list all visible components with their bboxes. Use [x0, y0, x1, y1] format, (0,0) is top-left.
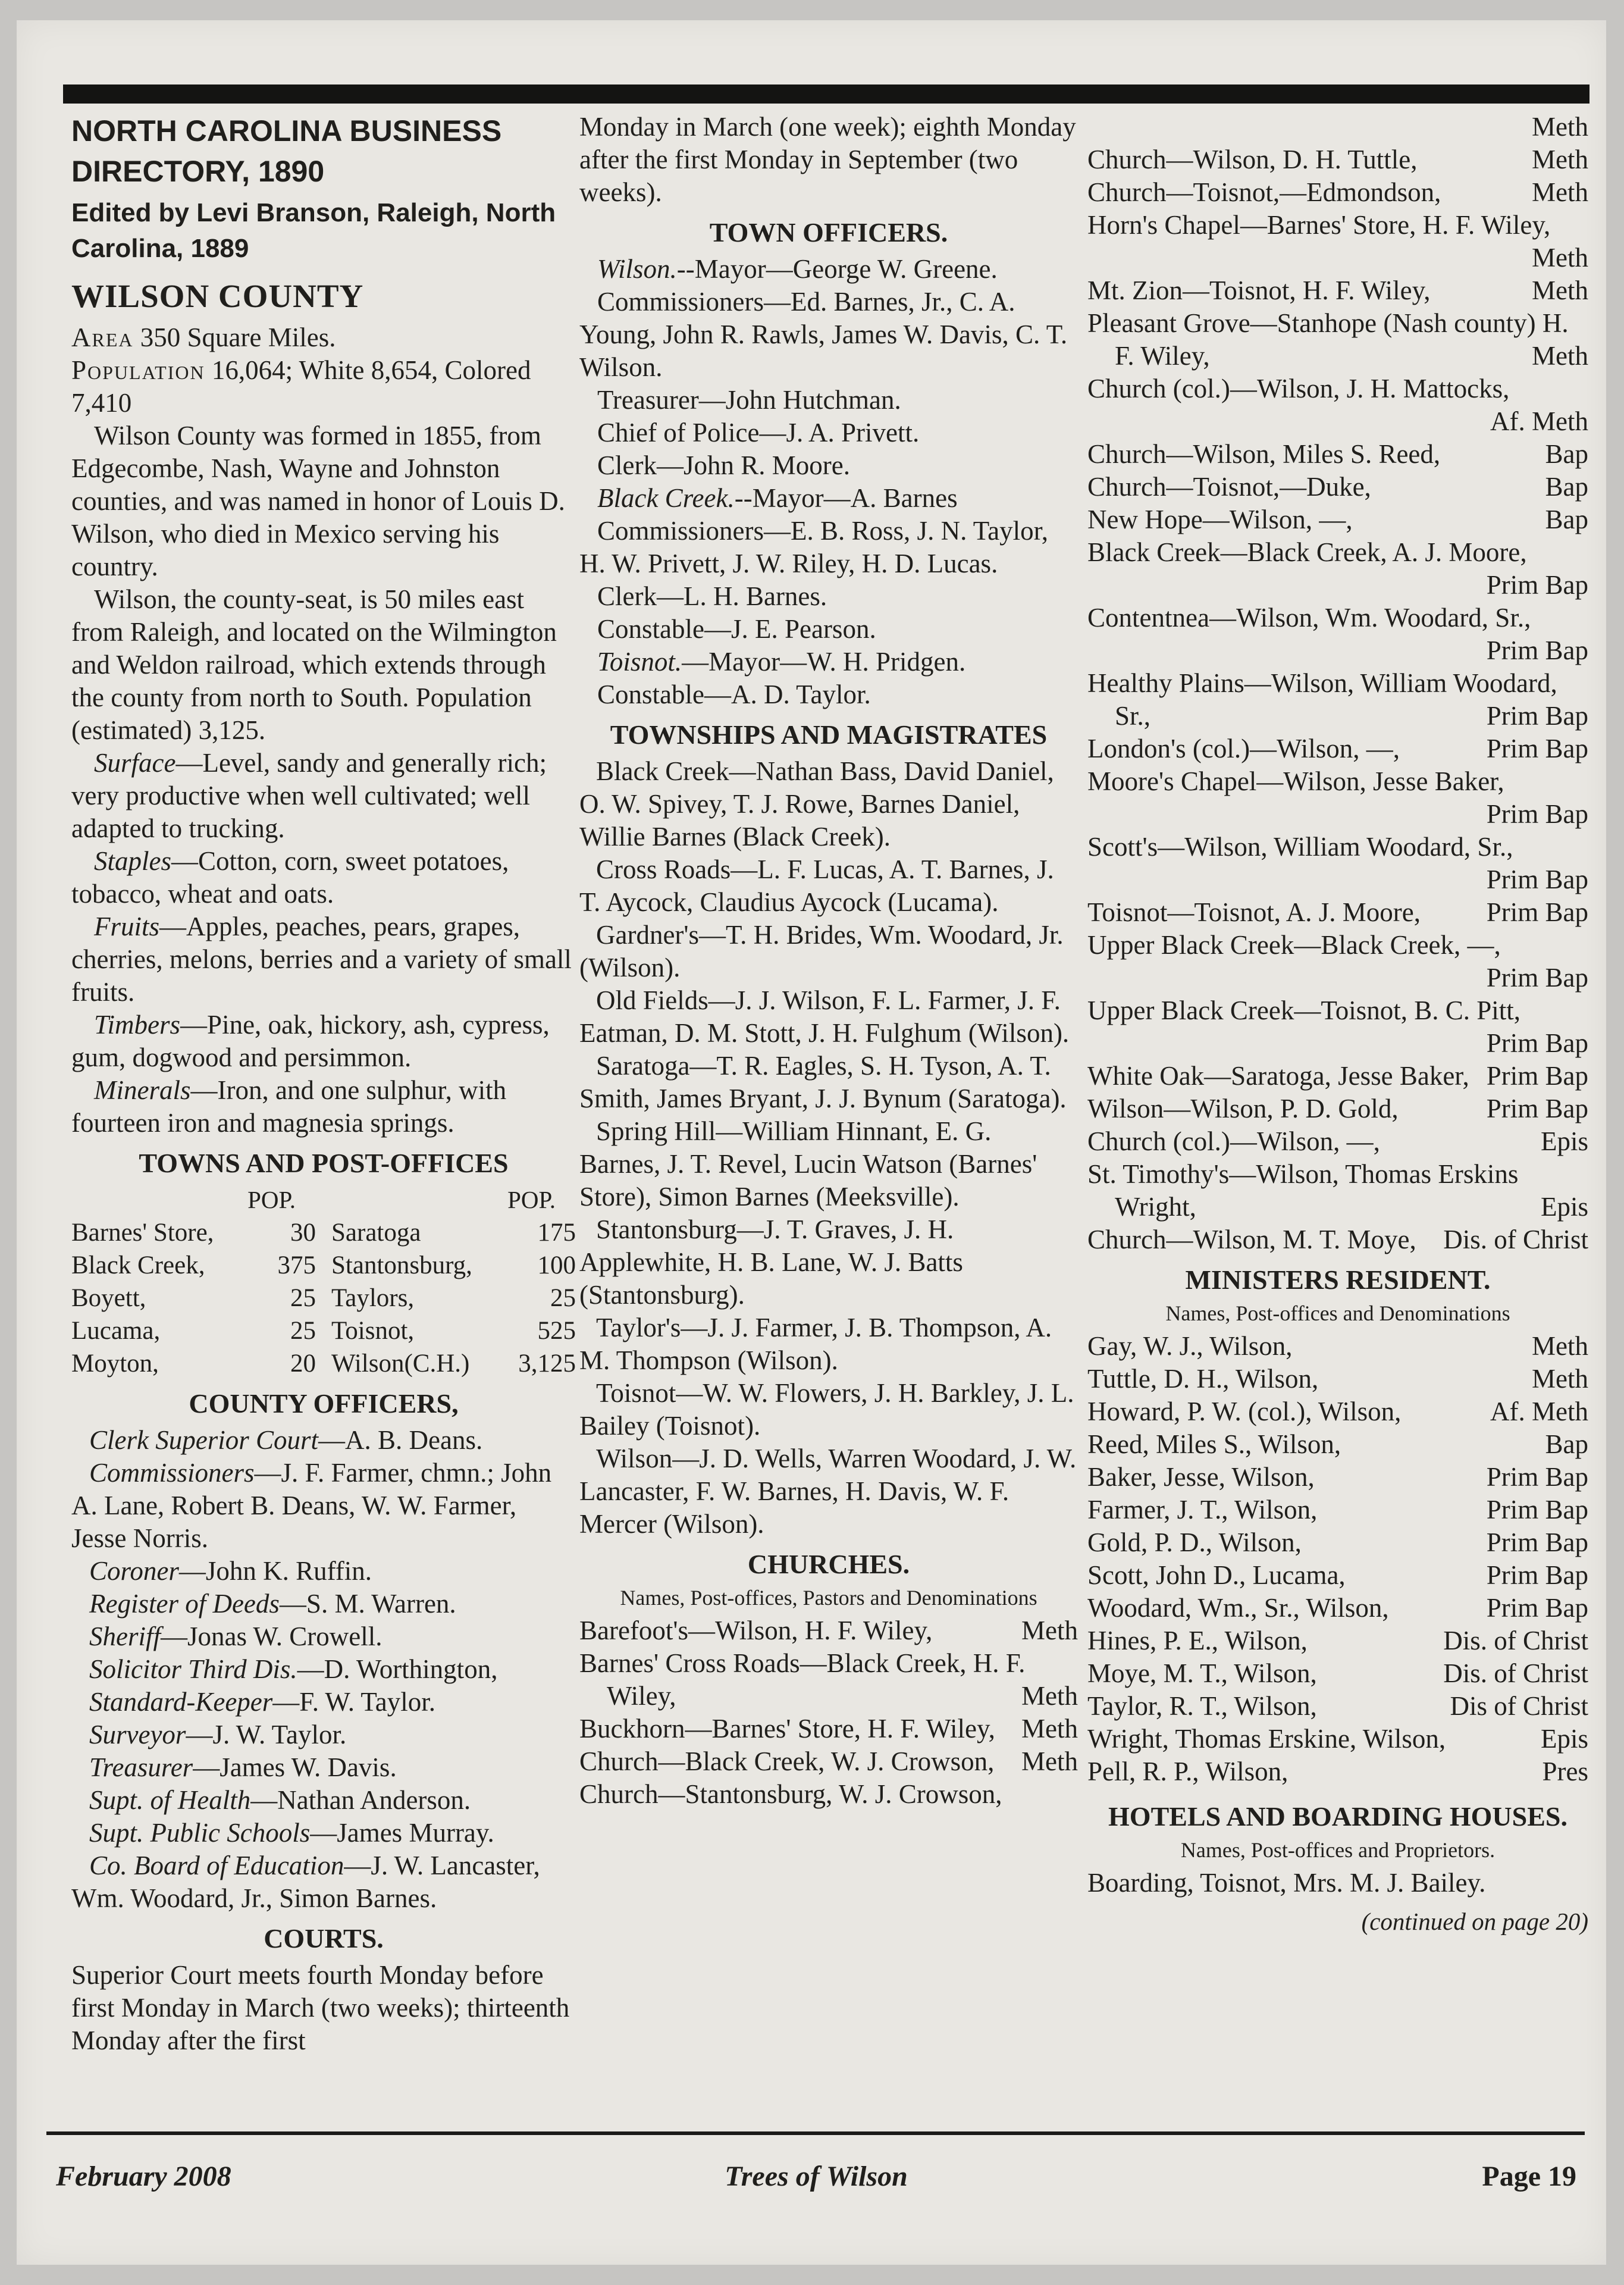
minister-text: Gold, P. D., Wilson, — [1087, 1527, 1302, 1557]
denomination: Meth — [1532, 276, 1588, 305]
denomination: Bap — [1545, 439, 1588, 469]
minister-entry — [1087, 1494, 1588, 1526]
town-officer-item — [579, 515, 1078, 580]
township-item: Gardner's—T. H. Brides, Wm. Woodard, Jr. (Wilson). — [579, 920, 1064, 982]
officer-name: —A. B. Deans. — [318, 1425, 483, 1455]
denomination: Prim Bap — [1486, 963, 1588, 993]
courts-heading: COURTS. — [264, 1923, 384, 1954]
officer-name: —F. W. Taylor. — [272, 1687, 435, 1717]
church-entry — [1087, 733, 1588, 765]
directory-title: NORTH CAROLINA BUSINESS DIRECTORY, 1890 — [71, 114, 502, 188]
denomination: Meth — [1532, 1364, 1588, 1394]
town-name: Wilson(C.H.) — [331, 1350, 470, 1378]
officer-name: —John K. Ruffin. — [178, 1556, 372, 1586]
minister-text: Moye, M. T., Wilson, — [1087, 1658, 1317, 1688]
church-text: Church (col.)—Wilson, —, — [1087, 1126, 1380, 1156]
church-entry — [1087, 176, 1588, 209]
church-text: Toisnot—Toisnot, A. J. Moore, — [1087, 897, 1421, 927]
township-item: Saratoga—T. R. Eagles, S. H. Tyson, A. T. Smith, James Bryant, J. J. Bynum (Saratoga). — [579, 1051, 1067, 1113]
denomination: Meth — [1021, 1681, 1078, 1711]
top-rule-bar — [63, 84, 1589, 104]
area-label: Area — [71, 323, 134, 352]
town-officer-item — [579, 482, 1078, 515]
officer-name: —J. F. Farmer, chmn.; John A. Lane, Robert B. Deans, W. W. Farmer, Jesse Norris. — [71, 1458, 552, 1553]
town-name-label: Toisnot. — [597, 647, 682, 677]
church-entry — [579, 1614, 1078, 1647]
minister-text: Hines, P. E., Wilson, — [1087, 1626, 1308, 1655]
town-officer-item — [579, 580, 1078, 613]
officer-title: Surveyor — [89, 1720, 186, 1749]
denomination: Prim Bap — [1486, 897, 1588, 927]
town-name: Toisnot, — [331, 1317, 415, 1345]
officer-item — [71, 1849, 576, 1915]
minister-entry — [1087, 1624, 1588, 1657]
denomination: Prim Bap — [1486, 865, 1588, 894]
table-row — [71, 1282, 316, 1314]
surface-item — [71, 747, 576, 845]
officer-name: —Jonas W. Crowell. — [161, 1622, 383, 1651]
officer-title: Standard-Keeper — [89, 1687, 273, 1717]
denomination: Prim Bap — [1486, 570, 1588, 600]
church-text: Horn's Chapel—Barnes' Store, H. F. Wiley, — [1087, 210, 1551, 240]
church-entry — [579, 1647, 1078, 1713]
township-item: Wilson—J. D. Wells, Warren Woodard, J. W. Lancaster, F. W. Barnes, H. Davis, W. F. Mercer (Wilson). — [579, 1444, 1077, 1539]
town-pop: 25 — [290, 1284, 316, 1312]
minister-entry — [1087, 1428, 1588, 1461]
column-left — [71, 111, 576, 2128]
town-pop: 25 — [550, 1284, 576, 1312]
officer-item — [71, 1457, 576, 1555]
church-text: Contentnea—Wilson, Wm. Woodard, Sr., — [1087, 603, 1531, 633]
church-text: St. Timothy's—Wilson, Thomas Erskins Wright, — [1087, 1159, 1519, 1222]
town-name: Black Creek, — [71, 1251, 205, 1279]
township-item: Black Creek—Nathan Bass, David Daniel, O. W. Spivey, T. J. Rowe, Barnes Daniel, Willie Barnes (Black Creek). — [579, 756, 1054, 852]
church-text: Church—Wilson, D. H. Tuttle, — [1087, 145, 1418, 174]
church-text: White Oak—Saratoga, Jesse Baker, — [1087, 1061, 1469, 1091]
town-pop: 30 — [290, 1219, 316, 1247]
church-text: Mt. Zion—Toisnot, H. F. Wiley, — [1087, 276, 1431, 305]
church-entry — [1087, 536, 1588, 602]
minister-entry — [1087, 1755, 1588, 1788]
officer-text: Constable—A. D. Taylor. — [597, 680, 871, 709]
minister-text: Woodard, Wm., Sr., Wilson, — [1087, 1593, 1389, 1623]
township-item: Cross Roads—L. F. Lucas, A. T. Barnes, J. T. Aycock, Claudius Aycock (Lucama). — [579, 854, 1054, 917]
minerals-text: —Iron, and one sulphur, with fourteen iron and magnesia springs. — [71, 1075, 507, 1138]
church-entry — [1087, 373, 1588, 438]
town-pop: 20 — [290, 1350, 316, 1378]
county-heading: WILSON COUNTY — [71, 278, 364, 314]
minister-entry — [1087, 1559, 1588, 1592]
officer-name: —D. Worthington, — [297, 1654, 498, 1684]
denomination: Prim Bap — [1486, 1028, 1588, 1058]
church-entry — [1087, 831, 1588, 896]
minister-entry — [1087, 1395, 1588, 1428]
officer-title: Solicitor Third Dis. — [89, 1654, 297, 1684]
footer-rule — [46, 2131, 1585, 2135]
denomination: Prim Bap — [1486, 1593, 1588, 1623]
church-text: Church—Wilson, M. T. Moye, — [1087, 1225, 1416, 1254]
officer-item — [71, 1555, 576, 1588]
officer-text: Clerk—John R. Moore. — [597, 450, 850, 480]
town-pop: 100 — [537, 1251, 576, 1279]
church-text: Church—Toisnot,—Edmondson, — [1087, 177, 1441, 207]
minister-text: Scott, John D., Lucama, — [1087, 1560, 1346, 1590]
minister-entry — [1087, 1330, 1588, 1363]
town-pop: 375 — [277, 1251, 316, 1279]
minister-text: Pell, R. P., Wilson, — [1087, 1757, 1288, 1786]
town-name: Saratoga — [331, 1219, 421, 1247]
officer-text: Chief of Police—J. A. Privett. — [597, 418, 920, 447]
officer-item — [71, 1784, 576, 1817]
church-entry — [1087, 994, 1588, 1060]
township-item: Toisnot—W. W. Flowers, J. H. Barkley, J. L. Bailey (Toisnot). — [579, 1378, 1074, 1441]
officer-title: Register of Deeds — [89, 1589, 280, 1619]
officer-text: Treasurer—John Hutchman. — [597, 385, 901, 415]
churches-subheading: Names, Post-offices, Pastors and Denominations — [620, 1586, 1037, 1610]
minister-text: Tuttle, D. H., Wilson, — [1087, 1364, 1319, 1394]
minister-text: Wright, Thomas Erskine, Wilson, — [1087, 1724, 1446, 1754]
fruits-text: —Apples, peaches, pears, grapes, cherries, melons, berries and a variety of small fruits. — [71, 912, 572, 1007]
column-middle — [579, 111, 1078, 2128]
town-officer-item — [579, 449, 1078, 482]
officer-text: Commissioners—E. B. Ross, J. N. Taylor, H. W. Privett, J. W. Riley, H. D. Lucas. — [579, 516, 1049, 578]
minister-text: Taylor, R. T., Wilson, — [1087, 1691, 1317, 1721]
footer-page-number: Page 19 — [1482, 2161, 1576, 2192]
ministers-heading: MINISTERS RESIDENT. — [1185, 1264, 1491, 1295]
denomination: Epis — [1540, 1724, 1588, 1754]
courts-continuation-paragraph: Monday in March (one week); eighth Monday after the first Monday in September (two weeks). — [579, 112, 1076, 207]
officer-text: --Mayor—George W. Greene. — [676, 254, 998, 284]
population-label: Population — [71, 355, 205, 385]
denomination: Af. Meth — [1490, 1397, 1588, 1426]
minister-text: Howard, P. W. (col.), Wilson, — [1087, 1397, 1402, 1426]
church-entry — [1087, 503, 1588, 536]
staples-label: Staples — [94, 846, 171, 876]
minister-entry — [1087, 1592, 1588, 1624]
townships-heading: TOWNSHIPS AND MAGISTRATES — [610, 719, 1048, 750]
town-name: Lucama, — [71, 1317, 161, 1345]
town-name: Stantonsburg, — [331, 1251, 472, 1279]
church-entry — [1087, 896, 1588, 929]
denomination: Prim Bap — [1486, 799, 1588, 829]
church-entry — [1087, 274, 1588, 307]
hotels-heading: HOTELS AND BOARDING HOUSES. — [1108, 1801, 1567, 1832]
church-entry — [1087, 1158, 1588, 1223]
pop-header-left: POP. — [247, 1186, 296, 1213]
church-text: Church—Wilson, Miles S. Reed, — [1087, 439, 1441, 469]
officer-name: —James W. Davis. — [193, 1752, 397, 1782]
town-officer-item — [579, 678, 1078, 711]
denomination: Epis — [1540, 1192, 1588, 1222]
surface-text: —Level, sandy and generally rich; very productive when well cultivated; well adapted to trucking. — [71, 748, 547, 843]
minister-entry — [1087, 1526, 1588, 1559]
courts-paragraph: Superior Court meets fourth Monday before first Monday in March (two weeks); thirteenth Monday after the first — [71, 1960, 570, 2055]
officer-item — [71, 1620, 576, 1653]
officer-title: Commissioners — [89, 1458, 255, 1488]
church-entry — [1087, 1060, 1588, 1093]
church-entry — [1087, 602, 1588, 667]
denomination: Meth — [1532, 1331, 1588, 1361]
population-line — [71, 354, 576, 420]
minerals-label: Minerals — [94, 1075, 191, 1105]
town-officer-item — [579, 384, 1078, 417]
denomination: Af. Meth — [1490, 406, 1588, 436]
officer-text: Commissioners—Ed. Barnes, Jr., C. A. Young, John R. Rawls, James W. Davis, C. T. Wilson. — [579, 287, 1068, 382]
county-history-paragraph: Wilson County was formed in 1855, from Edgecombe, Nash, Wayne and Johnston counties, and was named in honor of Louis D. Wilson, who died in Mexico serving his country. — [71, 421, 565, 581]
staples-text: —Cotton, corn, sweet potatoes, tobacco, wheat and oats. — [71, 846, 509, 909]
timbers-item — [71, 1009, 576, 1074]
church-text: Pleasant Grove—Stanhope (Nash county) H. F. Wiley, — [1087, 308, 1569, 371]
denomination: Meth — [1021, 1616, 1078, 1645]
church-text: Barnes' Cross Roads—Black Creek, H. F. Wiley, — [579, 1648, 1026, 1711]
denomination: Prim Bap — [1486, 636, 1588, 665]
officer-name: —S. M. Warren. — [279, 1589, 456, 1619]
minerals-item — [71, 1074, 576, 1140]
church-text: Church—Toisnot,—Duke, — [1087, 472, 1371, 502]
minister-entry — [1087, 1723, 1588, 1755]
hotels-subheading: Names, Post-offices and Proprietors. — [1180, 1838, 1496, 1862]
county-officers-heading: COUNTY OFFICERS, — [189, 1388, 459, 1419]
denomination: Meth — [1532, 112, 1588, 142]
denomination: Meth — [1532, 341, 1588, 371]
town-officer-item — [579, 646, 1078, 678]
minister-entry — [1087, 1690, 1588, 1723]
denomination: Meth — [1532, 145, 1588, 174]
town-officers-heading: TOWN OFFICERS. — [709, 217, 948, 248]
fruits-item — [71, 910, 576, 1009]
denomination: Bap — [1545, 505, 1588, 534]
church-entry — [579, 1713, 1078, 1745]
church-entry — [1087, 111, 1588, 143]
county-seat-paragraph: Wilson, the county-seat, is 50 miles east from Raleigh, and located on the Wilmington and Weldon railroad, which extends through the county from north to South. Population (estimated) 3,125. — [71, 584, 557, 745]
church-text: Black Creek—Black Creek, A. J. Moore, — [1087, 537, 1527, 567]
church-entry — [1087, 667, 1588, 733]
church-entry — [1087, 471, 1588, 503]
church-text: Church (col.)—Wilson, J. H. Mattocks, — [1087, 374, 1510, 403]
church-entry — [1087, 143, 1588, 176]
towns-table-right — [331, 1184, 576, 1380]
continued-note: (continued on page 20) — [1361, 1908, 1588, 1935]
denomination: Meth — [1532, 177, 1588, 207]
officer-item — [71, 1588, 576, 1620]
church-entry — [1087, 1093, 1588, 1125]
denomination: Epis — [1540, 1126, 1588, 1156]
timbers-label: Timbers — [94, 1010, 181, 1040]
officer-name: —J. W. Taylor. — [186, 1720, 347, 1749]
denomination: Prim Bap — [1486, 1061, 1588, 1091]
towns-table — [71, 1184, 576, 1380]
officer-text: —Mayor—W. H. Pridgen. — [682, 647, 966, 677]
town-pop: 525 — [537, 1317, 576, 1345]
area-value: 350 Square Miles. — [133, 323, 336, 352]
church-entry — [1087, 307, 1588, 373]
area-line — [71, 321, 576, 354]
footer-date: February 2008 — [56, 2161, 231, 2192]
officer-item — [71, 1751, 576, 1784]
church-entry — [1087, 765, 1588, 831]
officer-name: —Nathan Anderson. — [250, 1785, 471, 1815]
church-entry — [1087, 438, 1588, 471]
church-text: Wilson—Wilson, P. D. Gold, — [1087, 1094, 1399, 1123]
table-row — [71, 1216, 316, 1249]
footer-newsletter-title: Trees of Wilson — [725, 2161, 908, 2192]
table-row — [331, 1216, 576, 1249]
denomination: Dis. of Christ — [1443, 1225, 1588, 1254]
table-row — [331, 1347, 576, 1380]
table-row — [331, 1282, 576, 1314]
denomination: Prim Bap — [1486, 1527, 1588, 1557]
officer-item — [71, 1719, 576, 1751]
officer-name: —J. W. Lancaster, Wm. Woodard, Jr., Simon Barnes. — [71, 1851, 540, 1913]
table-row — [331, 1249, 576, 1282]
town-name: Taylors, — [331, 1284, 415, 1312]
table-row — [71, 1314, 316, 1347]
church-text: London's (col.)—Wilson, —, — [1087, 734, 1400, 763]
denomination: Meth — [1021, 1714, 1078, 1744]
denomination: Dis. of Christ — [1443, 1626, 1588, 1655]
staples-item — [71, 845, 576, 910]
town-officer-item — [579, 613, 1078, 646]
officer-name: —James Murray. — [310, 1818, 494, 1848]
town-name-label: Wilson. — [597, 254, 677, 284]
surface-label: Surface — [94, 748, 176, 778]
church-entry — [1087, 1125, 1588, 1158]
officer-item — [71, 1653, 576, 1686]
column-right — [1087, 111, 1588, 2128]
ministers-subheading: Names, Post-offices and Denominations — [1165, 1301, 1510, 1325]
township-item: Stantonsburg—J. T. Graves, J. H. Applewhite, H. B. Lane, W. J. Batts (Stantonsburg). — [579, 1215, 963, 1310]
hotel-text: Boarding, Toisnot, Mrs. M. J. Bailey. — [1087, 1868, 1486, 1898]
minister-text: Gay, W. J., Wilson, — [1087, 1331, 1293, 1361]
denomination: Meth — [1532, 243, 1588, 273]
churches-heading: CHURCHES. — [747, 1549, 910, 1579]
towns-heading: TOWNS AND POST-OFFICES — [139, 1148, 509, 1178]
church-text: Scott's—Wilson, William Woodard, Sr., — [1087, 832, 1513, 862]
town-name: Moyton, — [71, 1350, 159, 1378]
church-text: Healthy Plains—Wilson, William Woodard, Sr., — [1087, 668, 1557, 731]
officer-text: Clerk—L. H. Barnes. — [597, 581, 827, 611]
denomination: Bap — [1545, 1429, 1588, 1459]
denomination: Prim Bap — [1486, 1462, 1588, 1492]
church-entry — [1087, 929, 1588, 994]
officer-item — [71, 1424, 576, 1457]
minister-entry — [1087, 1363, 1588, 1395]
fruits-label: Fruits — [94, 912, 160, 941]
officer-item — [71, 1817, 576, 1849]
church-entry — [1087, 1223, 1588, 1256]
township-item: Old Fields—J. J. Wilson, F. L. Farmer, J. F. Eatman, D. M. Stott, J. H. Fulghum (Wilson). — [579, 985, 1070, 1048]
church-text: Moore's Chapel—Wilson, Jesse Baker, — [1087, 766, 1504, 796]
church-text: Church—Stantonsburg, W. J. Crowson, — [579, 1779, 1002, 1809]
officer-title: Sheriff — [89, 1622, 161, 1651]
town-pop: 25 — [290, 1317, 316, 1345]
denomination: Prim Bap — [1486, 1560, 1588, 1590]
township-item: Taylor's—J. J. Farmer, J. B. Thompson, A. M. Thompson (Wilson). — [579, 1313, 1052, 1375]
officer-title: Clerk Superior Court — [89, 1425, 319, 1455]
town-officer-item — [579, 253, 1078, 286]
timbers-text: —Pine, oak, hickory, ash, cypress, gum, dogwood and persimmon. — [71, 1010, 550, 1072]
officer-title: Supt. Public Schools — [89, 1818, 311, 1848]
denomination: Dis of Christ — [1450, 1691, 1588, 1721]
church-text: Upper Black Creek—Black Creek, —, — [1087, 930, 1501, 960]
town-name: Boyett, — [71, 1284, 146, 1312]
newsletter-page — [17, 20, 1606, 2265]
minister-text: Reed, Miles S., Wilson, — [1087, 1429, 1341, 1459]
town-pop: 175 — [537, 1219, 576, 1247]
denomination: Prim Bap — [1486, 734, 1588, 763]
church-text: Upper Black Creek—Toisnot, B. C. Pitt, — [1087, 996, 1521, 1025]
officer-title: Supt. of Health — [89, 1785, 251, 1815]
minister-text: Baker, Jesse, Wilson, — [1087, 1462, 1315, 1492]
directory-editor: Edited by Levi Branson, Raleigh, North Carolina, 1889 — [71, 198, 556, 263]
officer-item — [71, 1686, 576, 1719]
denomination: Prim Bap — [1486, 701, 1588, 731]
church-entry — [1087, 209, 1588, 274]
township-item: Spring Hill—William Hinnant, E. G. Barnes, J. T. Revel, Lucin Watson (Barnes' Store), Simon Barnes (Meeksville). — [579, 1116, 1037, 1212]
church-entry — [579, 1778, 1078, 1811]
denomination: Bap — [1545, 472, 1588, 502]
officer-title: Coroner — [89, 1556, 179, 1586]
church-text: Buckhorn—Barnes' Store, H. F. Wiley, — [579, 1714, 995, 1744]
denomination: Meth — [1021, 1746, 1078, 1776]
hotel-entry — [1087, 1867, 1588, 1899]
town-name: Barnes' Store, — [71, 1219, 214, 1247]
officer-title: Co. Board of Education — [89, 1851, 344, 1880]
officer-title: Treasurer — [89, 1752, 193, 1782]
church-text: Church—Black Creek, W. J. Crowson, — [579, 1746, 995, 1776]
church-entry — [579, 1745, 1078, 1778]
denomination: Dis. of Christ — [1443, 1658, 1588, 1688]
table-row — [71, 1347, 316, 1380]
town-pop: 3,125 — [518, 1350, 576, 1378]
officer-text: Constable—J. E. Pearson. — [597, 614, 876, 644]
minister-entry — [1087, 1657, 1588, 1690]
church-text: New Hope—Wilson, —, — [1087, 505, 1353, 534]
church-text: Barefoot's—Wilson, H. F. Wiley, — [579, 1616, 933, 1645]
officer-text: --Mayor—A. Barnes — [734, 483, 958, 513]
town-officer-item — [579, 417, 1078, 449]
pop-header-right: POP. — [507, 1186, 556, 1213]
denomination: Prim Bap — [1486, 1495, 1588, 1525]
population-value: 16,064; White 8,654, Colored 7,410 — [71, 355, 531, 418]
denomination: Pres — [1542, 1757, 1588, 1786]
minister-text: Farmer, J. T., Wilson, — [1087, 1495, 1318, 1525]
denomination: Prim Bap — [1486, 1094, 1588, 1123]
towns-table-left — [71, 1184, 316, 1380]
town-officer-item — [579, 286, 1078, 384]
table-row — [71, 1249, 316, 1282]
table-row — [331, 1314, 576, 1347]
minister-entry — [1087, 1461, 1588, 1494]
town-name-label: Black Creek. — [597, 483, 735, 513]
